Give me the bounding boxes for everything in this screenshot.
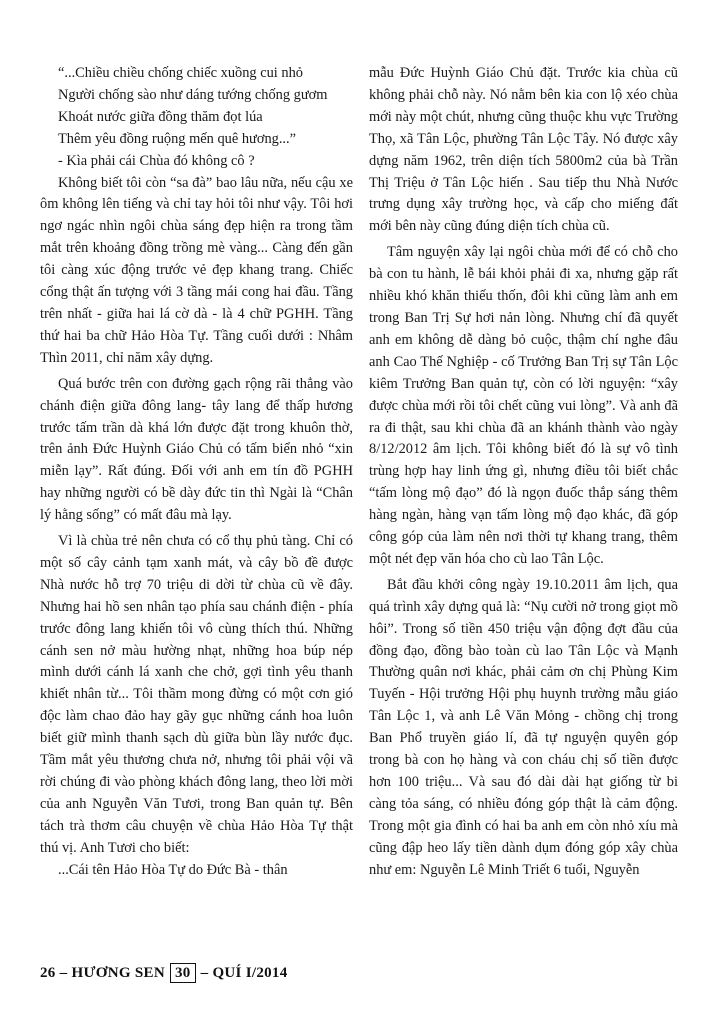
paragraph: Không biết tôi còn “sa đà” bao lâu nữa, nếu cậu xe ôm không lên tiếng và chỉ tay hỏi tôi như vậy. Tôi hơi ngơ ngác nhìn ngôi chùa sáng đẹp hiện ra trong tầm mắt trên khoảng đồng trồng mè vàng... Càng đến gần tôi càng xúc động trước vẻ đẹp khang trang. Chiếc cổng thật ấn tượng với 3 tầng mái cong hai đầu. Tầng trên nhất - giữa hai lá cờ dà - là 4 chữ PGHH. Tầng thứ hai ba chữ Hảo Hòa Tự. Tầng cuối dưới : Nhâm Thìn 2011, chỉ năm xây dựng. [40, 174, 353, 366]
paragraph: Vì là chùa trẻ nên chưa có cổ thụ phủ tàng. Chỉ có một số cây cảnh tạm xanh mát, và cây bồ đề được Nhà nước hỗ trợ 70 triệu di dời từ chùa cũ về đây. Nhưng hai hồ sen nhân tạo phía sau chánh điện - phía trước đông lang khiến tôi vô cùng thích thú. Những cánh sen nở màu hường nhạt, những hoa búp nép mình dưới cánh lá xanh che chở, gợi tình yêu thanh khiết nhân từ... Tôi thầm mong đừng có một cơn gió độc làm chao đảo hay gãy gục những cánh hoa luôn biết giữ mình thanh sạch dù giữa bùn lầy nước đục. Tầm mắt yêu thương chưa nở, nhưng tôi phải vội vã rời chúng đi vào phòng khách đông lang, theo lời mời của anh Nguyễn Văn Tươi, trong Ban quản tự. Bên tách trà thơm câu chuyện về chùa Hảo Hòa Tự thật thú vị. Anh Tươi cho biết: [40, 533, 353, 856]
magazine-name: HƯƠNG SEN [71, 964, 165, 981]
poem-line-4: Thêm yêu đồng ruộng mến quê hương...” [58, 130, 297, 147]
poem-line-1: “...Chiều chiều chống chiếc xuồng cui nhỏ [58, 65, 303, 81]
page-footer [40, 963, 288, 983]
dialogue-line: - Kìa phải cái Chùa đó không cô ? [58, 152, 255, 169]
paragraph: ...Cái tên Hảo Hòa Tự do Đức Bà - thân [58, 861, 288, 878]
footer-dash: – [59, 964, 68, 981]
footer-dash: – [200, 964, 209, 981]
left-column [40, 63, 353, 882]
paragraph: mẫu Đức Huỳnh Giáo Chủ đặt. Trước kia chùa cũ không phải chỗ này. Nó nằm bên kia con lộ xéo chùa mới này một chút, nhưng cũng thuộc khu vực Trường Thọ, xã Tân Lộc, phường Tân Lộc Tây. Nó được xây dựng năm 1962, trên diện tích 5800m2 của bà Trần Thị Triệu ở Tân Lộc hiến . Sau tiếp thu Nhà Nước trưng dụng xây trường học, và cấp cho miếng đất mới bên này cũng đúng diện tích chùa cũ. [369, 65, 678, 235]
issue-period: QUÍ I/2014 [212, 964, 288, 981]
right-column [369, 63, 678, 882]
poem-line-2: Người chống sào như dáng tướng chống gươm [58, 86, 328, 103]
issue-number-box: 30 [170, 963, 196, 983]
paragraph: Tâm nguyện xây lại ngôi chùa mới để có chỗ cho bà con tu hành, lễ bái khỏi phải đi xa, nhưng gặp rất nhiều khó khăn thiếu thốn, đôi khi cũng làm anh em trong Ban Trị Sự hơi nản lòng. Nhưng chí đã quyết anh em không dễ dàng bỏ cuộc, thậm chí nghe đâu anh Cao Thế Nghiệp - cố Trưởng Ban Trị sự Tân Lộc kiêm Trưởng Ban quản tự, còn có lời nguyện: “xây được chùa mới rồi tôi chết cũng vui lòng”. Và anh đã ra đi thật, sau khi chùa đã an khánh thành vào ngày 8/12/2012 âm lịch. Tôi không biết đó là sự vô tình trùng hợp hay linh ứng gì, nhưng điều tôi biết chắc “tấm lòng mộ đạo” đó là ngọn đuốc thắp sáng thêm hàng ngàn, hàng vạn tấm lòng mộ đạo khác, đã góp công góp của làm nên nơi thời tự khang trang, thêm một nét đẹp văn hóa cho cù lao Tân Lộc. [369, 244, 678, 567]
paragraph: Bắt đầu khởi công ngày 19.10.2011 âm lịch, qua quá trình xây dựng quả là: “Nụ cười nở trong giọt mồ hôi”. Trong số tiền 450 triệu vận động đợt đầu của đồng đạo, đồng bào toàn cù lao Tân Lộc và Mạnh Thường quân nơi khác, phải cảm ơn chị Phùng Kim Tuyến - Hội trưởng Hội phụ huynh trường mẫu giáo Tân Lộc 1, và anh Lê Văn Mỏng - chồng chị trong Ban Phổ truyền giáo lí, đã tự nguyện quyên góp trong bà con họ hàng và con cháu chị số tiền được hơn 100 triệu... Và sau đó dài dài hạt giống từ bi càng tỏa sáng, có nhiều đóng góp thật là cảm động. Trong một gia đình có hai ba anh em còn nhỏ xíu mà cũng đập heo lấy tiền dành dụm đóng góp xây chùa như em: Nguyễn Lê Minh Triết 6 tuổi, Nguyễn [369, 576, 678, 878]
page-number: 26 [40, 964, 56, 981]
paragraph: Quá bước trên con đường gạch rộng rãi thẳng vào chánh điện giữa đông lang- tây lang để thấp hương trước tấm trần dà khá lớn được đặt trong khuôn thờ, trên ảnh Đức Huỳnh Giáo Chủ có tấm biển nhỏ “xin miễn lạy”. Rất đúng. Đối với anh em tín đồ PGHH hay những người có bề dày đức tin thì Ngài là “Chân lý hằng sống” có mất đâu mà lạy. [40, 375, 353, 524]
poem-line-3: Khoát nước giữa đồng thăm đọt lúa [58, 108, 263, 125]
